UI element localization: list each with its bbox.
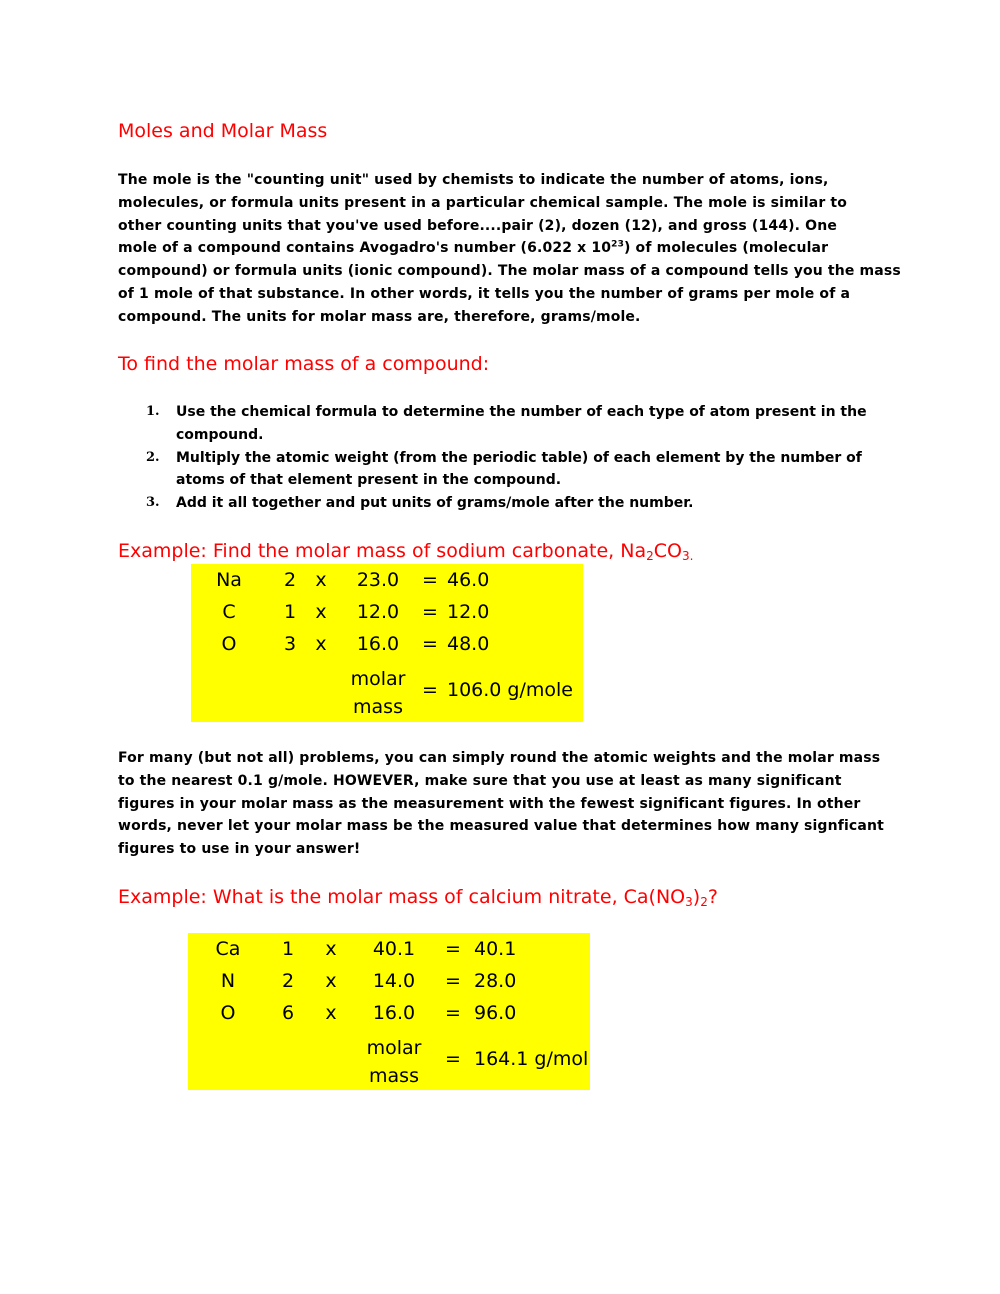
cell-x: x [315, 601, 327, 623]
cell-el: N [220, 970, 236, 992]
cell-eq: = [422, 601, 438, 623]
cell-n: 1 [281, 938, 295, 960]
subscript: 2 [700, 895, 708, 909]
example1-heading [118, 540, 693, 562]
text: ) of molecules (molecular [623, 240, 829, 257]
text-line: molecules, or formula units present in a particular chemical sample. The mole is similar to [118, 194, 848, 211]
text-line: mass [369, 1065, 419, 1087]
cell-eq: = [422, 633, 438, 655]
cell-n: 6 [281, 1002, 295, 1024]
text-line [118, 237, 901, 260]
list-item [146, 492, 867, 515]
text-line: to the nearest 0.1 g/mole. HOWEVER, make sure that you use at least as many significant [118, 772, 842, 789]
cell-w: 23.0 [356, 569, 400, 591]
text: ) [692, 886, 701, 908]
text: Example: Find the molar mass of sodium carbonate, Na [118, 540, 647, 562]
text-line: atoms of that element present in the compound. [176, 472, 562, 489]
text-line: For many (but not all) problems, you can simply round the atomic weights and the molar mass [118, 750, 881, 766]
molar-mass-total: 106.0 g/mole [447, 679, 573, 701]
cell-x: x [315, 633, 327, 655]
molar-mass-label [367, 1034, 422, 1090]
cell-result: 48.0 [447, 633, 490, 655]
cell-result: 28.0 [474, 970, 517, 992]
cell-result: 40.1 [474, 938, 517, 960]
cell-el: Ca [215, 938, 241, 960]
exponent: 23 [611, 239, 624, 250]
cell-n: 2 [281, 970, 295, 992]
equals-sign: = [422, 679, 438, 701]
subscript: 2 [646, 549, 654, 563]
text: CO [653, 540, 682, 562]
molar-mass-label [351, 665, 406, 721]
list-item [146, 447, 867, 493]
text: mole of a compound contains Avogadro's number (6.022 x 10 [118, 240, 612, 257]
intro-paragraph [118, 169, 901, 329]
text-line: other counting units that you've used before....pair (2), dozen (12), and gross (144). One [118, 217, 837, 234]
cell-x: x [315, 569, 327, 591]
list-item [146, 401, 867, 447]
text-line: Use the chemical formula to determine the number of each type of atom present in the [176, 404, 867, 420]
text-line: The mole is the "counting unit" used by chemists to indicate the number of atoms, ions, [118, 172, 829, 188]
cell-result: 96.0 [474, 1002, 517, 1024]
cell-w: 40.1 [372, 938, 416, 960]
cell-el: Na [216, 569, 242, 591]
example2-table [188, 933, 590, 1090]
section-heading: To find the molar mass of a compound: [118, 353, 490, 375]
cell-result: 46.0 [447, 569, 490, 591]
cell-x: x [325, 970, 337, 992]
cell-el: O [220, 1002, 236, 1024]
text-line: words, never let your molar mass be the measured value that determines how many signficant [118, 818, 884, 835]
cell-eq: = [445, 970, 461, 992]
subscript: 3 [685, 895, 693, 909]
text-line: Multiply the atomic weight (from the periodic table) of each element by the number of [176, 449, 862, 466]
cell-w: 16.0 [356, 633, 400, 655]
cell-w: 12.0 [356, 601, 400, 623]
text-line: molar [350, 668, 406, 690]
cell-eq: = [422, 569, 438, 591]
page-title: Moles and Molar Mass [118, 120, 328, 142]
text-line: compound. [176, 426, 264, 443]
cell-w: 14.0 [372, 970, 416, 992]
equals-sign: = [445, 1048, 461, 1070]
text-line: compound) or formula units (ionic compound). The molar mass of a compound tells you the mass [118, 263, 901, 280]
cell-el: C [222, 601, 236, 623]
text-line: compound. The units for molar mass are, therefore, grams/mole. [118, 308, 641, 325]
list-number: 2. [146, 449, 160, 465]
cell-n: 2 [283, 569, 297, 591]
text-line: figures in your molar mass as the measurement with the fewest significant figures. In other [118, 795, 861, 812]
cell-x: x [325, 938, 337, 960]
example1-table [191, 564, 583, 722]
note-paragraph [118, 747, 884, 861]
text-line: molar [366, 1037, 422, 1059]
subscript: 3. [681, 549, 694, 563]
list-number: 3. [146, 495, 160, 511]
cell-eq: = [445, 1002, 461, 1024]
cell-w: 16.0 [372, 1002, 416, 1024]
example2-heading [118, 886, 718, 908]
steps-list [146, 401, 867, 515]
list-number: 1. [146, 404, 160, 419]
text-line: figures to use in your answer! [118, 841, 361, 858]
molar-mass-total: 164.1 g/mol [474, 1048, 589, 1070]
text-line: mass [353, 696, 403, 718]
text: Example: What is the molar mass of calcium nitrate, Ca(NO [118, 886, 686, 908]
text-line: Add it all together and put units of grams/mole after the number. [176, 495, 694, 512]
cell-result: 12.0 [447, 601, 490, 623]
text: ? [707, 886, 718, 908]
cell-x: x [325, 1002, 337, 1024]
text-line: of 1 mole of that substance. In other words, it tells you the number of grams per mole of a [118, 285, 851, 302]
cell-el: O [221, 633, 237, 655]
cell-n: 1 [283, 601, 297, 623]
cell-eq: = [445, 938, 461, 960]
cell-n: 3 [283, 633, 297, 655]
